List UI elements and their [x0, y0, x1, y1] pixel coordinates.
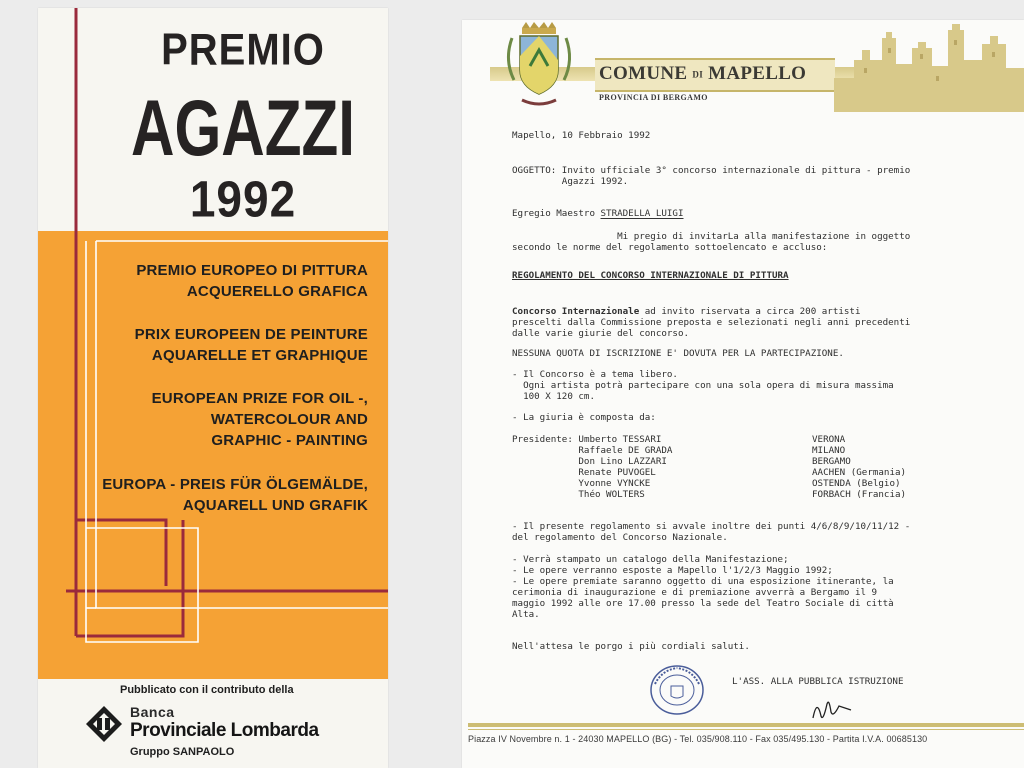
- official-stamp-icon: [642, 664, 712, 716]
- bank-name-line2: Provinciale Lombarda: [130, 720, 319, 741]
- letter-intro: Mi pregio di invitarLa alla manifestazione in oggetto secondo le norme del regolamento sottoelencato e accluso:: [512, 231, 911, 253]
- subtitle-german: EUROPA - PREIS FÜR ÖLGEMÄLDE, AQUARELL UND GRAFIK: [102, 476, 368, 514]
- subtitle-french: PRIX EUROPEEN DE PEINTURE AQUARELLE ET GRAPHIQUE: [134, 326, 368, 364]
- bank-logo-icon: [84, 704, 124, 744]
- brochure-title-premio: PREMIO: [161, 25, 325, 75]
- footer-rule-thin: [468, 729, 1024, 730]
- paragraph-contest: Concorso Internazionale ad invito riservata a circa 200 artisti prescelti dalla Commissione preposta e selezionati negli anni precedenti dalle varie giurie del concorso.: [512, 306, 911, 339]
- castle-skyline-icon: [834, 20, 1024, 112]
- municipality-banner: [595, 58, 835, 92]
- bank-name-line1: Banca: [130, 704, 175, 720]
- brochure-title-year: 1992: [189, 170, 297, 228]
- letter-subject: OGGETTO: Invito ufficiale 3° concorso internazionale di pittura - premio Agazzi 1992.: [512, 165, 911, 187]
- province-label: PROVINCIA DI BERGAMO: [599, 93, 708, 102]
- paragraph-rules: - Il presente regolamento si avvale inoltre dei punti 4/6/8/9/10/11/12 - del regolamento del Concorso Nazionale.: [512, 521, 911, 543]
- letter-footer: Piazza IV Novembre n. 1 - 24030 MAPELLO (BG) - Tel. 035/908.110 - Fax 035/495.130 - Partita I.V.A. 00685130: [468, 734, 928, 744]
- signatory-title: L'ASS. ALLA PUBBLICA ISTRUZIONE: [732, 676, 904, 687]
- bank-group: Gruppo SANPAOLO: [130, 746, 235, 758]
- municipality-title: COMUNE DI MAPELLO: [599, 63, 807, 84]
- paragraph-exhibition: - Verrà stampato un catalogo della Manifestazione; - Le opere verranno esposte a Mapello l'1/2/3 Maggio 1992; - Le opere premiate saranno oggetto di una esposizione itinerante, la cerimonia di inaugurazione e di premiazione avverrà a Bergamo il 9 maggio 1992 alle ore 17.00 presso la sede del Teatro Sociale di città Alta.: [512, 554, 894, 620]
- regulation-title: REGOLAMENTO DEL CONCORSO INTERNAZIONALE DI PITTURA: [512, 270, 789, 281]
- recipient-name: STRADELLA LUIGI: [600, 208, 684, 219]
- municipal-crest-icon: [500, 20, 578, 112]
- jury-list: Presidente: Umberto TESSARI Raffaele DE GRADA Don Lino LAZZARI Renate PUVOGEL Yvonne VYNCKE Théo WOLTERS: [512, 434, 673, 500]
- letter-date: Mapello, 10 Febbraio 1992: [512, 130, 651, 141]
- paragraph-jury: - La giuria è composta da:: [512, 412, 656, 423]
- subtitle-italian: PREMIO EUROPEO DI PITTURA ACQUERELLO GRAFICA: [136, 262, 368, 300]
- letter-greeting: Egregio Maestro STRADELLA LUIGI: [512, 208, 684, 219]
- bank-logo-block: [84, 704, 384, 764]
- brochure-title-agazzi: AGAZZI: [130, 84, 356, 172]
- invitation-letter: [462, 20, 1024, 768]
- subtitle-english: EUROPEAN PRIZE FOR OIL -, WATERCOLOUR AND GRAPHIC - PAINTING: [151, 390, 368, 449]
- paragraph-fee: NESSUNA QUOTA DI ISCRIZIONE E' DOVUTA PER LA PARTECIPAZIONE.: [512, 348, 844, 359]
- brochure-cover: [38, 8, 388, 768]
- jury-cities: VERONA MILANO BERGAMO AACHEN (Germania) OSTENDA (Belgio) FORBACH (Francia): [812, 434, 907, 500]
- footer-rule: [468, 723, 1024, 727]
- handwritten-signature: [807, 694, 857, 724]
- letter-closing: Nell'attesa le porgo i più cordiali saluti.: [512, 641, 750, 652]
- paragraph-theme: - Il Concorso è a tema libero. Ogni artista potrà partecipare con una sola opera di misura massima 100 X 120 cm.: [512, 369, 894, 402]
- sponsor-note: Pubblicato con il contributo della: [120, 684, 294, 696]
